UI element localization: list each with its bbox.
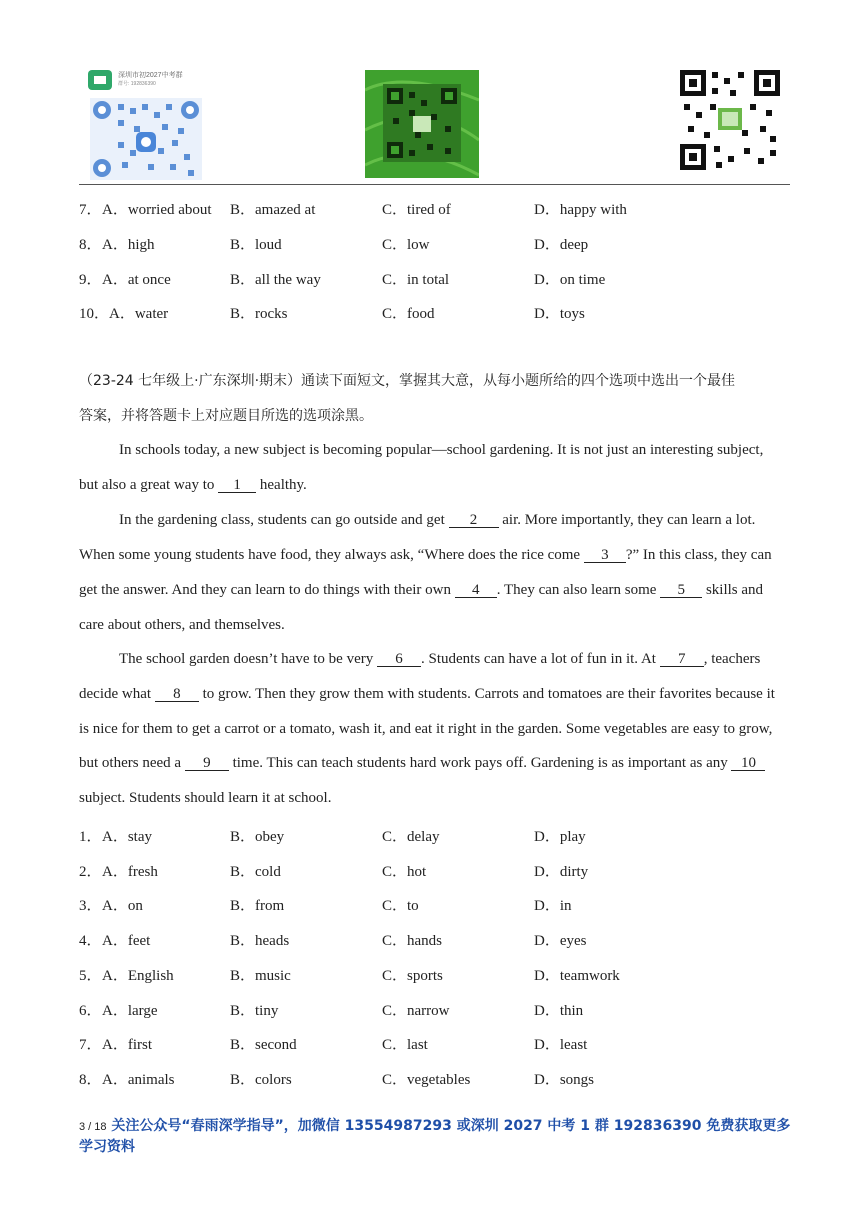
text: air. More importantly, they can learn a lot. — [498, 512, 756, 528]
option-row — [79, 268, 790, 290]
passage-p2-line3 — [79, 582, 790, 599]
option-c: C．sports — [382, 968, 443, 984]
text: , teachers — [703, 651, 761, 667]
question-number: 6． — [79, 1003, 102, 1019]
question-number: 10． — [79, 306, 110, 322]
option-a: A．animals — [102, 1072, 175, 1088]
option-c: C．tired of — [382, 202, 451, 218]
option-d: D．on time — [534, 272, 606, 288]
text: When some young students have food, they always ask, “Where does the rice come — [79, 547, 584, 563]
passage-p3-line2 — [79, 686, 790, 703]
text: but others need a — [79, 755, 185, 771]
instruction-line-2: 答案，并将答题卡上对应题目所选的选项涂黑。 — [79, 408, 373, 424]
option-a: A．English — [102, 968, 174, 984]
blank-4: 4 — [455, 583, 497, 598]
text: healthy. — [256, 477, 307, 493]
option-d: D．songs — [534, 1072, 595, 1088]
option-row — [79, 929, 790, 951]
option-a: A．feet — [102, 933, 151, 949]
option-row — [79, 825, 790, 847]
option-b: B．music — [230, 968, 291, 984]
option-row — [79, 1068, 790, 1090]
option-c: C．low — [382, 237, 430, 253]
option-c: C．vegetables — [382, 1072, 471, 1088]
option-b: B．rocks — [230, 306, 288, 322]
text: skills and — [702, 582, 764, 598]
passage-p2-line2 — [79, 547, 790, 564]
option-b: B．from — [230, 898, 285, 914]
blank-2: 2 — [449, 513, 499, 528]
question-number: 7． — [79, 1037, 102, 1053]
option-row — [79, 894, 790, 916]
option-b: B．all the way — [230, 272, 321, 288]
blank-10: 10 — [731, 756, 765, 771]
text: to grow. Then they grow them with students. Carrots and tomatoes are their favorites because it — [198, 686, 775, 702]
blank-1: 1 — [218, 478, 256, 493]
qr-code-icon — [680, 70, 780, 170]
qr-code-icon — [365, 70, 479, 178]
blank-8: 8 — [155, 687, 199, 702]
option-c: C．hot — [382, 864, 427, 880]
option-c: C．delay — [382, 829, 440, 845]
option-d: D．teamwork — [534, 968, 620, 984]
option-b: B．second — [230, 1037, 297, 1053]
text: ?” In this class, they can — [625, 547, 772, 563]
option-a: A．stay — [102, 829, 152, 845]
option-row — [79, 860, 790, 882]
blank-5: 5 — [660, 583, 702, 598]
passage-p3-line1 — [119, 651, 830, 668]
option-row — [79, 198, 790, 220]
group-qr-code — [88, 70, 204, 180]
page-number: 3 / 18 — [79, 1121, 107, 1133]
option-c: C．to — [382, 898, 419, 914]
option-d: D．eyes — [534, 933, 587, 949]
header-divider — [79, 184, 790, 185]
option-d: D．dirty — [534, 864, 589, 880]
question-number: 7． — [79, 202, 102, 218]
option-row — [79, 302, 790, 324]
option-d: D．least — [534, 1037, 588, 1053]
option-a: A．fresh — [102, 864, 158, 880]
option-b: B．obey — [230, 829, 285, 845]
text: In the gardening class, students can go outside and get — [119, 512, 449, 528]
option-a: A．water — [109, 306, 169, 322]
text: time. This can teach students hard work pays off. Gardening is as important as any — [228, 755, 732, 771]
option-d: D．play — [534, 829, 586, 845]
passage-p2-line1 — [119, 512, 830, 529]
option-d: D．in — [534, 898, 572, 914]
option-a: A．worried about — [102, 202, 212, 218]
option-c: C．last — [382, 1037, 428, 1053]
qr-caption: 深圳市初2027中考群 — [118, 72, 183, 79]
blank-3: 3 — [584, 548, 626, 563]
question-number: 2． — [79, 864, 102, 880]
wechat-qr-code — [365, 70, 479, 178]
qr-code — [680, 70, 780, 170]
option-b: B．loud — [230, 237, 282, 253]
question-number: 8． — [79, 1072, 102, 1088]
question-number: 9． — [79, 272, 102, 288]
passage-p3-line5: subject. Students should learn it at school. — [79, 790, 332, 806]
footer-line-1 — [79, 1115, 799, 1135]
option-a: A．large — [102, 1003, 158, 1019]
option-a: A．high — [102, 237, 155, 253]
question-number: 1． — [79, 829, 102, 845]
option-a: A．at once — [102, 272, 171, 288]
option-c: C．hands — [382, 933, 443, 949]
option-b: B．cold — [230, 864, 281, 880]
option-c: C．in total — [382, 272, 450, 288]
option-a: A．on — [102, 898, 143, 914]
option-row — [79, 1033, 790, 1055]
option-d: D．happy with — [534, 202, 627, 218]
question-number: 5． — [79, 968, 102, 984]
option-b: B．colors — [230, 1072, 292, 1088]
footer-promo: 关注公众号“春雨深学指导”，加微信 13554987293 或深圳 2027 中考 1 群 192836390 免费获取更多 — [111, 1118, 791, 1134]
option-c: C．narrow — [382, 1003, 450, 1019]
text: . Students can have a lot of fun in it. At — [420, 651, 660, 667]
passage-p2-line4: care about others, and themselves. — [79, 617, 285, 633]
passage-p1-line1: In schools today, a new subject is becoming popular—school gardening. It is not just an interesting subject, — [119, 442, 764, 458]
text: get the answer. And they can learn to do things with their own — [79, 582, 455, 598]
question-number: 3． — [79, 898, 102, 914]
option-row — [79, 999, 790, 1021]
text: but also a great way to — [79, 477, 219, 493]
option-c: C．food — [382, 306, 435, 322]
option-b: B．heads — [230, 933, 290, 949]
option-b: B．tiny — [230, 1003, 279, 1019]
option-row — [79, 964, 790, 986]
option-row — [79, 233, 790, 255]
passage-p1-line2 — [79, 477, 790, 494]
option-b: B．amazed at — [230, 202, 316, 218]
blank-9: 9 — [185, 756, 229, 771]
option-d: D．toys — [534, 306, 585, 322]
question-number: 4． — [79, 933, 102, 949]
instruction-line-1: （23-24 七年级上·广东深圳·期末）通读下面短文，掌握其大意，从每小题所给的四个选项中选出一个最佳 — [79, 373, 736, 389]
blank-7: 7 — [660, 652, 704, 667]
passage-p3-line3: is nice for them to get a carrot or a tomato, wash it, and eat it right in the garden. Some vegetables are easy to grow, — [79, 721, 773, 737]
blank-6: 6 — [377, 652, 421, 667]
passage-p3-line4 — [79, 755, 790, 772]
option-d: D．deep — [534, 237, 589, 253]
text: . They can also learn some — [496, 582, 661, 598]
option-a: A．first — [102, 1037, 152, 1053]
option-d: D．thin — [534, 1003, 584, 1019]
text: The school garden doesn’t have to be very — [119, 651, 377, 667]
text: decide what — [79, 686, 155, 702]
footer-line-2: 学习资料 — [79, 1139, 135, 1155]
question-number: 8． — [79, 237, 102, 253]
qr-subcaption: 群号: 192836390 — [118, 81, 156, 87]
